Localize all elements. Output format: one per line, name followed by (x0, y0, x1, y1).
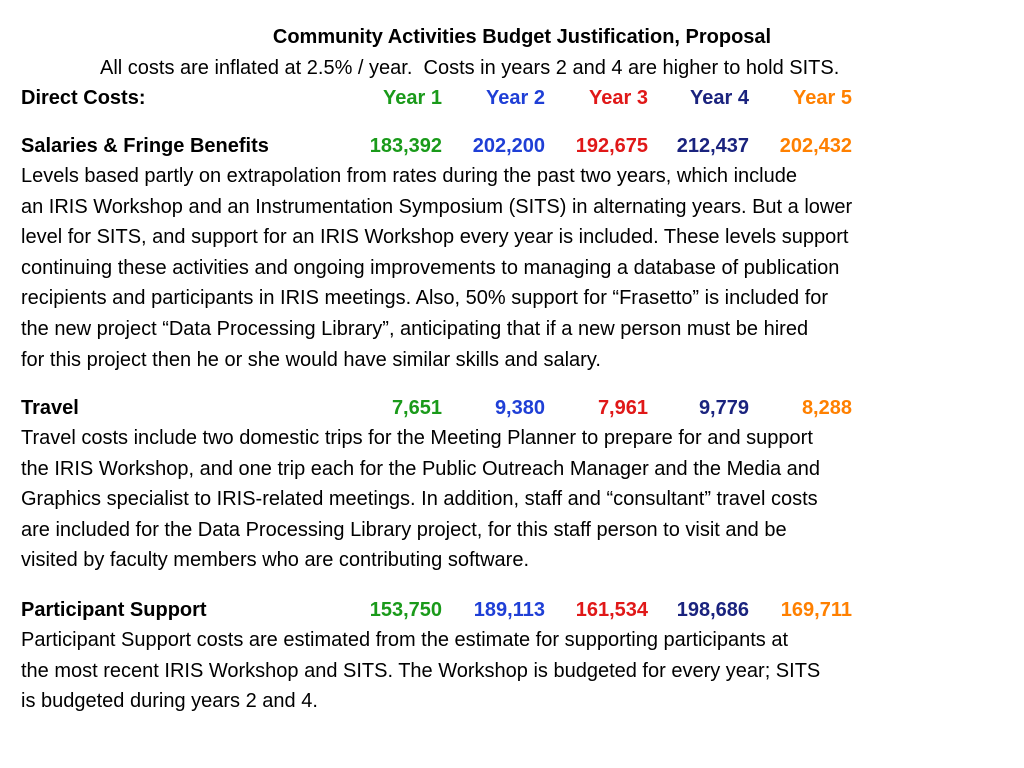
slide-title: Community Activities Budget Justification, Proposal (272, 26, 772, 48)
direct-costs-header-row (21, 85, 1011, 111)
salaries-line: recipients and participants in IRIS meetings. Also, 50% support for “Frasetto” is included for (21, 287, 829, 310)
travel-line: the IRIS Workshop, and one trip each for the Public Outreach Manager and the Media and (21, 457, 820, 480)
travel-year-4: 9,779 (698, 397, 749, 419)
direct-costs-label: Direct Costs: (21, 87, 146, 109)
salaries-line: Levels based partly on extrapolation from rates during the past two years, which include (21, 165, 797, 187)
salaries-description (21, 161, 852, 375)
travel-year-1: 7,651 (391, 397, 442, 419)
participant-support-line: Participant Support costs are estimated from the estimate for supporting participants at (21, 629, 789, 651)
salaries-year-2: 202,200 (472, 135, 545, 157)
participant-support-row (21, 597, 1011, 623)
travel-description (21, 423, 820, 576)
participant-support-year-5: 169,711 (780, 599, 852, 621)
travel-line: are included for the Data Processing Library project, for this staff person to visit and be (21, 518, 787, 541)
salaries-row (21, 133, 1011, 159)
year-5-header: Year 5 (793, 87, 852, 109)
travel-line: visited by faculty members who are contributing software. (21, 549, 529, 572)
travel-label: Travel (21, 397, 79, 419)
salaries-line: continuing these activities and ongoing improvements to managing a database of publication (21, 256, 840, 279)
salaries-year-1: 183,392 (369, 135, 442, 157)
salaries-year-4: 212,437 (676, 135, 749, 157)
participant-support-year-1: 153,750 (369, 599, 442, 621)
participant-support-line: the most recent IRIS Workshop and SITS. The Workshop is budgeted for every year; SITS (21, 659, 821, 682)
slide-subtitle: All costs are inflated at 2.5% / year. Costs in years 2 and 4 are higher to hold SITS. (100, 57, 840, 79)
participant-support-label: Participant Support (21, 599, 207, 621)
travel-line: Travel costs include two domestic trips for the Meeting Planner to prepare for and support (21, 427, 813, 449)
year-2-header: Year 2 (486, 87, 545, 109)
travel-year-5: 8,288 (801, 397, 852, 419)
participant-support-year-2: 189,113 (473, 599, 545, 621)
travel-line: Graphics specialist to IRIS-related meetings. In addition, staff and “consultant” travel costs (21, 488, 818, 511)
salaries-line: for this project then he or she would have similar skills and salary. (21, 348, 601, 371)
salaries-year-3: 192,675 (575, 135, 648, 157)
salaries-line: the new project “Data Processing Library”, anticipating that if a new person must be hired (21, 317, 809, 340)
year-3-header: Year 3 (589, 87, 648, 109)
participant-support-year-3: 161,534 (575, 599, 648, 621)
travel-year-3: 7,961 (597, 397, 648, 419)
travel-year-2: 9,380 (494, 397, 545, 419)
salaries-label: Salaries & Fringe Benefits (21, 135, 269, 157)
participant-support-description (21, 625, 820, 717)
participant-support-line: is budgeted during years 2 and 4. (21, 690, 318, 713)
travel-row (21, 395, 1011, 421)
salaries-year-5: 202,432 (779, 135, 852, 157)
year-4-header: Year 4 (690, 87, 749, 109)
salaries-line: level for SITS, and support for an IRIS Workshop every year is included. These levels support (21, 226, 849, 249)
salaries-line: an IRIS Workshop and an Instrumentation Symposium (SITS) in alternating years. But a lower (21, 195, 853, 218)
participant-support-year-4: 198,686 (676, 599, 749, 621)
year-1-header: Year 1 (383, 87, 442, 109)
